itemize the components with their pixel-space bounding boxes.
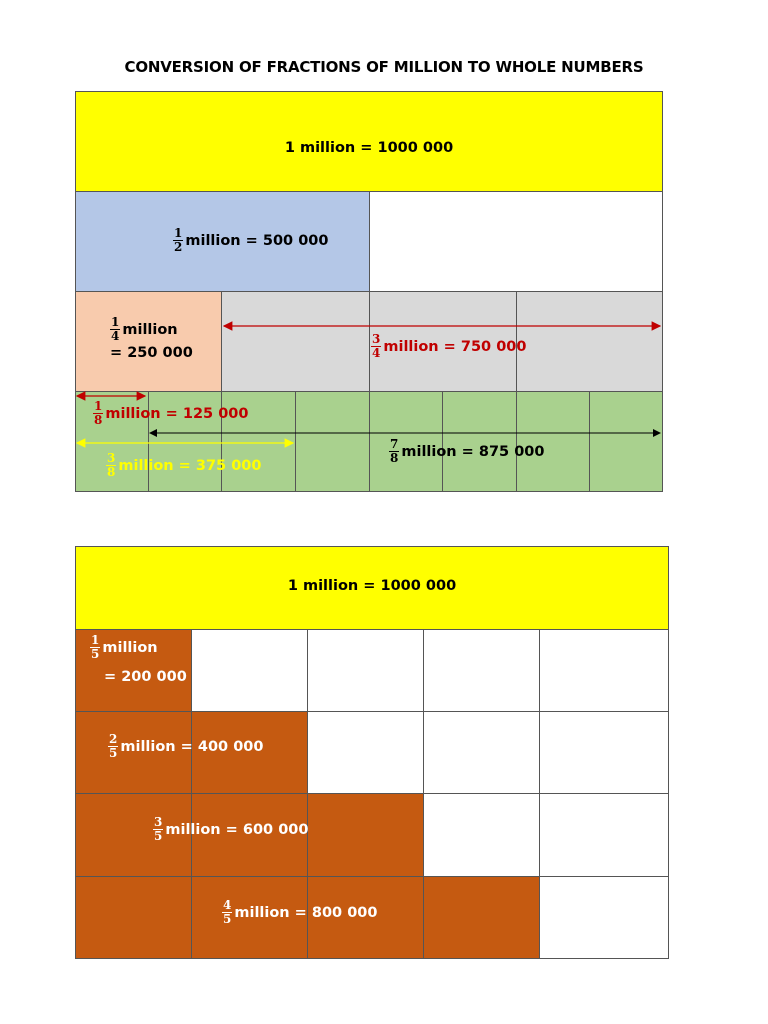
denominator: 5 [109,746,118,760]
cell-r4-c5 [539,876,669,959]
cell-r4-c4 [423,876,540,959]
numerator: 3 [154,815,163,829]
cell-r2-c5 [539,711,669,794]
label-quarter-text: million [122,321,178,338]
cell-r2-c4 [423,711,540,794]
label-four-fifths-text: million = 800 000 [234,904,378,921]
denominator: 4 [372,346,381,360]
numerator: 1 [91,633,100,647]
fraction-two-fifths [108,733,118,760]
denominator: 8 [94,413,103,427]
label-one-fifth-text: million [102,639,158,656]
cell-r1-c3 [307,629,424,712]
cell-r1-c4 [423,629,540,712]
denominator: 5 [91,647,100,661]
fraction-four-fifths [222,899,232,926]
denominator: 5 [154,829,163,843]
cell-r2-c3 [307,711,424,794]
label-four-fifths [222,899,377,926]
numerator: 2 [109,732,118,746]
label-seven-eighths-text: million = 875 000 [401,443,545,460]
numerator: 1 [174,226,183,240]
label-one-million-2: 1 million = 1000 000 [287,578,457,594]
numerator: 1 [111,315,120,329]
label-one-eighth-text: million = 125 000 [105,405,249,422]
cell-r4-c1 [75,876,192,959]
label-one-fifth-value: = 200 000 [104,669,187,685]
cell-r3-c5 [539,793,669,877]
page-title: CONVERSION OF FRACTIONS OF MILLION TO WHOLE NUMBERS [124,58,644,76]
cell-r3-c3 [307,793,424,877]
label-one-fifth [90,634,187,685]
numerator: 7 [390,437,399,451]
numerator: 3 [107,451,116,465]
label-three-quarters-text: million = 750 000 [383,338,527,355]
fraction-three-fifths [153,816,163,843]
denominator: 8 [107,465,116,479]
cell-r3-c4 [423,793,540,877]
cell-r1-c5 [539,629,669,712]
numerator: 4 [223,898,232,912]
denominator: 4 [111,329,120,343]
fraction-one-fifth [90,634,100,661]
numerator: 3 [372,332,381,346]
label-three-fifths [153,816,308,843]
denominator: 5 [223,912,232,926]
cell-r1-c2 [191,629,308,712]
denominator: 8 [390,451,399,465]
label-two-fifths-text: million = 400 000 [120,738,264,755]
denominator: 2 [174,240,183,254]
numerator: 1 [94,399,103,413]
label-three-eighths-text: million = 375 000 [118,457,262,474]
label-one-million: 1 million = 1000 000 [284,140,454,156]
label-quarter-value: = 250 000 [110,345,193,361]
label-half-text: million = 500 000 [185,232,329,249]
label-two-fifths [108,733,263,760]
label-three-fifths-text: million = 600 000 [165,821,309,838]
